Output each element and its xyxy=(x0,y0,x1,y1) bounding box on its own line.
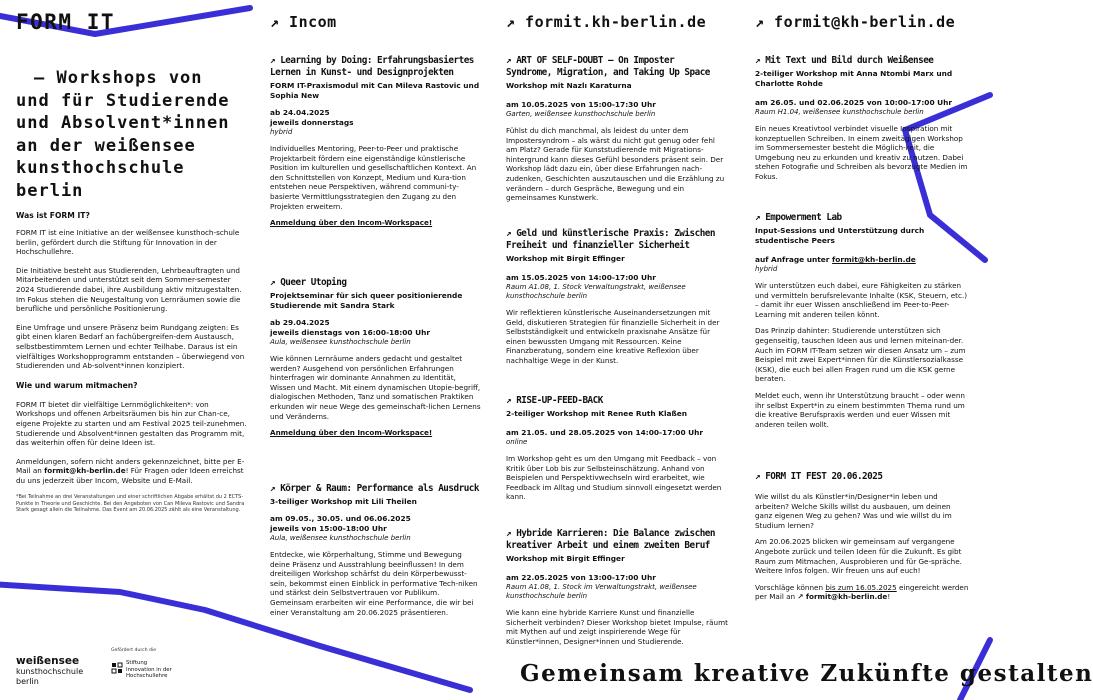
workshop-title: ↗ ART OF SELF-DOUBT – On Imposter xyxy=(506,55,675,66)
workshop-title: kreativer Arbeit und einem zweiten Beruf xyxy=(506,540,710,551)
workshop-title: ↗ Queer Utoping xyxy=(270,277,347,288)
workshop-subtitle: Workshop mit Birgit Effinger xyxy=(506,254,625,263)
workshop-date xyxy=(755,255,970,265)
section-heading: Was ist FORM IT? xyxy=(16,211,90,220)
headline-line: an der weißensee xyxy=(16,135,196,156)
workshop-title: ↗ Learning by Doing: Erfahrungsbasiertes xyxy=(270,55,474,66)
workshop-title: ↗ Mit Text und Bild durch Weißensee xyxy=(755,55,934,66)
workshop-subtitle: 3-teiliger Workshop mit Lili Theilen xyxy=(270,497,417,506)
workshop-date: am 22.05.2025 von 13:00-17:00 Uhr xyxy=(506,573,656,582)
intro-paragraph: Eine Umfrage und unsere Präsenz beim Rundgang zeigten: Es gibt einen klaren Bedarf an fachübergreifen-dem Austausch, selbstbestimmtem Lernen und echter Teilhabe. Daraus ist ein vielfältiges Workshopprogramm entstanden – überwiegend von Studierenden und Ab-solvent*innen konzipiert. xyxy=(16,322,245,371)
foundation-logo-icon xyxy=(111,662,123,674)
workshop-description: Das Prinzip dahinter: Studierende unterstützen sich gegenseitig, tauschen Ideen aus und lernen miteinan-der. Auch im FORM IT-Team setzen wir diesen Ansatz um – zum Beispiel mit zwei Expert*innen für die Künstlersozialkasse (KSK), die euch bei allen Fragen rund um die KSK gerne beraten. xyxy=(755,326,966,384)
workshop-title: Freiheit und finanzieller Sicherheit xyxy=(506,240,690,251)
workshop-description: Wie kann eine hybride Karriere Kunst und finanzielle Sicherheit verbinden? Dieser Workshop bietet Impulse, räumt mit Mythen auf und zeigt inspirierende Wege für Künstler*innen, Designer*innen und Studierende. xyxy=(506,608,728,646)
workshop-date: jeweils von 15:00-18:00 Uhr xyxy=(270,524,387,533)
logo-text: weißensee xyxy=(16,655,80,667)
workshop-description: Wir unterstützen euch dabei, eure Fähigkeiten zu stärken und vermitteln berufsrelevante Inhalte (KSK, Steuern, etc.) – damit ihr euer Wissen anschließend im Peer-to-Peer-Learning mit anderen teilen könnt. xyxy=(755,281,968,319)
workshop-subtitle: FORM IT-Praxismodul mit Can Mileva Rastovic und Sophia New xyxy=(270,81,480,100)
proposal-text: ! xyxy=(887,592,891,602)
workshop-location: Raum H1.04, weißensee kunsthochschule berlin xyxy=(755,108,924,116)
workshop-date: ab 24.04.2025 xyxy=(270,108,330,117)
workshop-subtitle: Workshop mit Nazlı Karaturna xyxy=(506,81,632,90)
workshop-location: hybrid xyxy=(755,265,778,273)
workshop-title: ↗ Empowerment Lab xyxy=(755,212,842,223)
logo-text: berlin xyxy=(16,677,39,686)
workshop-title: Syndrome, Migration, and Taking Up Space xyxy=(506,67,710,78)
workshop-description: Wie willst du als Künstler*in/Designer*in leben und arbeiten? Welche Skills willst du ausbauen, um deinen ganz eigenen Weg zu gehen? Was und wie willst du im Studium lernen? xyxy=(755,492,952,530)
workshop-card xyxy=(270,55,482,228)
funded-by-label: Gefördert durch die xyxy=(111,648,157,653)
empowerment-email-link[interactable]: formit@kh-berlin.de xyxy=(832,255,916,264)
workshop-location: Aula, weißensee kunsthochschule berlin xyxy=(270,534,411,542)
brand-title: FORM IT xyxy=(16,10,116,34)
workshop-description: Entdecke, wie Körperhaltung, Stimme und Bewegung deine Präsenz und Ausstrahlung beeinflussen! In dem dreiteiligen Workshop schärfst du dein Körperbewusst-sein, bekommst einen Einblick in performative Tech-niken und stärkst dein Selbstvertrauen vor Publikum. Gemeinsam erarbeiten wir eine Performance, die wir bei einer Veranstaltung am 20.06.2025 präsentieren. xyxy=(270,550,478,617)
signup-text: ! Für Fragen oder Ideen erreichst du uns jederzeit über Incom, Website und E-Mail. xyxy=(16,466,244,485)
headline-line: und Absolvent*innen xyxy=(16,113,230,133)
workshop-card xyxy=(270,483,482,617)
foundation-logo xyxy=(126,660,172,680)
contact-email[interactable]: formit@kh-berlin.de xyxy=(44,466,126,476)
workshop-date: am 21.05. und 28.05.2025 von 14:00-17:00 Uhr xyxy=(506,428,704,437)
workshop-card xyxy=(755,55,970,182)
workshop-location: Raum A1.08, 1. Stock im Verwaltungstrakt, weißensee kunsthochschule berlin xyxy=(506,583,697,600)
workshop-date: am 10.05.2025 von 15:00-17:30 Uhr xyxy=(506,100,656,109)
workshop-card xyxy=(755,212,970,429)
deadline-text: bis zum 16.05.2025 xyxy=(825,582,897,592)
workshop-subtitle: Input-Sessions und Unterstützung durch studentische Peers xyxy=(755,226,925,245)
intro-paragraph: FORM IT ist eine Initiative an der weißensee kunsthoch-schule berlin, gefördert durch die Stiftung für Innovation in der Hochschullehre. xyxy=(16,228,240,257)
workshop-card xyxy=(506,528,728,646)
workshop-description: Fühlst du dich manchmal, als leidest du unter dem Impostersyndrom – als wärst du nicht gut genug oder fehl am Platz? Gerade für Kunststudierende mit Migrations-hintergrund kann dieses Gefühl besonders präsent sein. Der Workshop lädt dazu ein, über diese Erfahrungen nach-zudenken, Geschichten auszutauschen und die Erzählung zu verändern – durch Gespräche, Bewegung und ein gemeinsames Kunstwerk. xyxy=(506,126,725,203)
column-header[interactable]: ↗ Incom xyxy=(270,13,337,31)
headline-line: – Workshops von xyxy=(34,68,203,88)
workshop-subtitle: 2-teiliger Workshop mit Anna Ntombi Marx und Charlotte Rohde xyxy=(755,69,953,88)
workshop-subtitle: Projektseminar für sich queer positionierende Studierende mit Sandra Stark xyxy=(270,291,463,310)
logo-text: Stiftung xyxy=(126,660,148,666)
weissensee-logo xyxy=(16,656,83,687)
workshop-date: ab 29.04.2025 xyxy=(270,318,330,327)
proposal-text: eingereicht werden per Mail an xyxy=(755,582,969,602)
workshop-card xyxy=(270,277,482,438)
headline xyxy=(16,67,248,202)
workshop-date: am 26.05. und 02.06.2025 von 10:00-17:00 Uhr xyxy=(755,98,953,107)
workshop-title: ↗ RISE-UP-FEED-BACK xyxy=(506,395,603,406)
column-header[interactable]: ↗ formit@kh-berlin.de xyxy=(755,13,956,31)
incom-signup-link[interactable]: Anmeldung über den Incom-Workspace! xyxy=(270,428,433,438)
workshop-card xyxy=(506,228,728,366)
workshop-title: ↗ Geld und künstlerische Praxis: Zwischen xyxy=(506,228,715,239)
request-text: auf Anfrage unter xyxy=(755,255,833,264)
workshop-description: Im Workshop geht es um den Umgang mit Feedback – von Kritik über Lob bis zur Selbsteinschätzung. Anhand von Beispielen und Perspektivwechseln wird erarbeitet, wie Feedback im Alltag und Studium sinnvoll eingesetzt werden kann. xyxy=(506,454,722,502)
headline-line: und für Studierende xyxy=(16,90,230,111)
intro-paragraph: Die Initiative besteht aus Studierenden, Lehrbeauftragten und Mitarbeitenden und unterstützt seit dem Sommer-semester 2024 Studierende dabei, ihre Ausbildung aktiv mitzugestalten. Im Fokus stehen die Neugestaltung von Lernräumen sowie die berufliche und persönliche Positionierung. xyxy=(16,265,242,314)
logo-text: Innovation in der xyxy=(126,666,172,673)
fest-email-link[interactable]: ↗ formit@kh-berlin.de xyxy=(797,592,888,602)
intro-paragraph: FORM IT bietet dir vielfältige Lernmöglichkeiten*: von Workshops und offenen Arbeitsräumen bis hin zur Chan-ce, eigene Projekte zu starten und am Festival 2025 teil-zunehmen. Studierende und Absolvent*innen gestalten das Programm mit, das weiterhin offen für deine Ideen ist. xyxy=(16,399,247,448)
signup-paragraph xyxy=(16,457,248,486)
proposal-paragraph xyxy=(755,583,970,602)
workshop-location: Aula, weißensee kunsthochschule berlin xyxy=(270,338,411,346)
logo-text: kunsthochschule xyxy=(16,667,84,676)
workshop-card xyxy=(506,395,728,502)
workshop-description: Wir reflektieren künstlerische Auseinandersetzungen mit Geld, diskutieren Strategien für finanzielle Sicherheit in der Selbstständigkeit und entwickeln praxisnahe Ansätze für einen bewussten Umgang mit Ressourcen. Keine Finanzberatung, sondern eine kreative Reflexion über nachhaltige Wege in der Kunst. xyxy=(506,308,720,365)
workshop-location: online xyxy=(506,438,528,446)
workshop-location: Garten, weißensee kunsthochschule berlin xyxy=(506,110,656,118)
headline-line: kunsthochschule berlin xyxy=(16,158,185,201)
workshop-date: am 09.05., 30.05. und 06.06.2025 xyxy=(270,514,411,523)
workshop-description: Meldet euch, wenn ihr Unterstützung braucht – oder wenn ihr selbst Expert*in zu einem bestimmten Thema rund um die kreative Berufspraxis werden und euer Wissen mit anderen teilen wollt. xyxy=(755,390,965,429)
workshop-title: Lernen in Kunst- und Designprojekten xyxy=(270,67,454,78)
workshop-date: jeweils donnerstags xyxy=(270,118,354,127)
workshop-location: hybrid xyxy=(270,128,293,136)
workshop-subtitle: Workshop mit Birgit Effinger xyxy=(506,554,625,563)
incom-signup-link[interactable]: Anmeldung über den Incom-Workspace! xyxy=(270,218,433,228)
section-heading: Wie und warum mitmachen? xyxy=(16,380,138,390)
workshop-card xyxy=(755,471,970,602)
workshop-location: Raum A1.08, 1. Stock Verwaltungstrakt, weißensee kunsthochschule berlin xyxy=(506,283,686,300)
workshop-description: Wie können Lernräume anders gedacht und gestaltet werden? Ausgehend von persönlichen Erfahrungen hinterfragen wir dominante Annahmen zu Identität, Wissen und Macht. Mit einem dynamischen Utopie-begriff, dialogischen Methoden, Tanz und somatischen Praktiken erkunden wir neue Wege des gemeinschaft-lichen Lernens und Veränderns. xyxy=(270,354,481,421)
footnote: *Bei Teilnahme an drei Veranstaltungen und einer schriftlichen Abgabe erhältst du 2 ECTS-Punkte in Theorie und Geschichte. Bei den Angeboten von Can Mileva Rastovic und Sandra Stark gesagt allein die Teilnahme. Das Event am 20.06.2025 zählt als eine Veranstaltung. xyxy=(16,494,245,514)
workshop-subtitle: 2-teiliger Workshop mit Renee Ruth Klaßen xyxy=(506,409,688,418)
workshop-card xyxy=(506,55,728,203)
slogan: Gemeinsam kreative Zukünfte gestalten xyxy=(520,660,1093,687)
workshop-title: ↗ FORM IT FEST 20.06.2025 xyxy=(755,471,883,482)
workshop-title: ↗ Hybride Karrieren: Die Balance zwischen xyxy=(506,528,715,539)
workshop-description: Ein neues Kreativtool verbindet visuelle Inspiration mit konzeptuellen Schreiben. In einem zweitägigen Workshop im Sommersemester besteht die Möglich-keit, die Umgebung neu zu erkunden und kreativ zu nutzen. Dabei stehen Fotografie und Schreiben als bevorzugte Medien im Fokus. xyxy=(755,124,968,181)
column-header[interactable]: ↗ formit.kh-berlin.de xyxy=(506,13,707,31)
workshop-date: jeweils dienstags von 16:00-18:00 Uhr xyxy=(270,328,431,337)
workshop-description: Individuelles Mentoring, Peer-to-Peer und praktische Projektarbeit fördern eine eigenständige künstlerische Position im kulturellen und gesellschaftlichen Kontext. An den Schnittstellen von Konzept, Medium und Kura-tion entstehen neue Perspektiven, während communi-ty-basierte Vermittlungsstrategien den Zugang zu den Projekten erweitern. xyxy=(270,144,477,211)
workshop-date: am 15.05.2025 von 14:00-17:00 Uhr xyxy=(506,273,656,282)
signup-text: Anmeldungen, sofern nicht anders gekennzeichnet, bitte per E-Mail an xyxy=(16,456,245,476)
logo-text: Hochschullehre xyxy=(126,673,168,680)
workshop-title: ↗ Körper & Raum: Performance als Ausdruck xyxy=(270,483,479,494)
proposal-text: Vorschläge können xyxy=(755,582,826,592)
workshop-description: Am 20.06.2025 blicken wir gemeinsam auf vergangene Angebote zurück und teilen Ideen für die Zukunft. Es gibt Raum zum Mitmachen, Ausprobieren und für Ge-spräche. Weitere Infos folgen. Wir freuen uns auf euch! xyxy=(755,537,962,576)
